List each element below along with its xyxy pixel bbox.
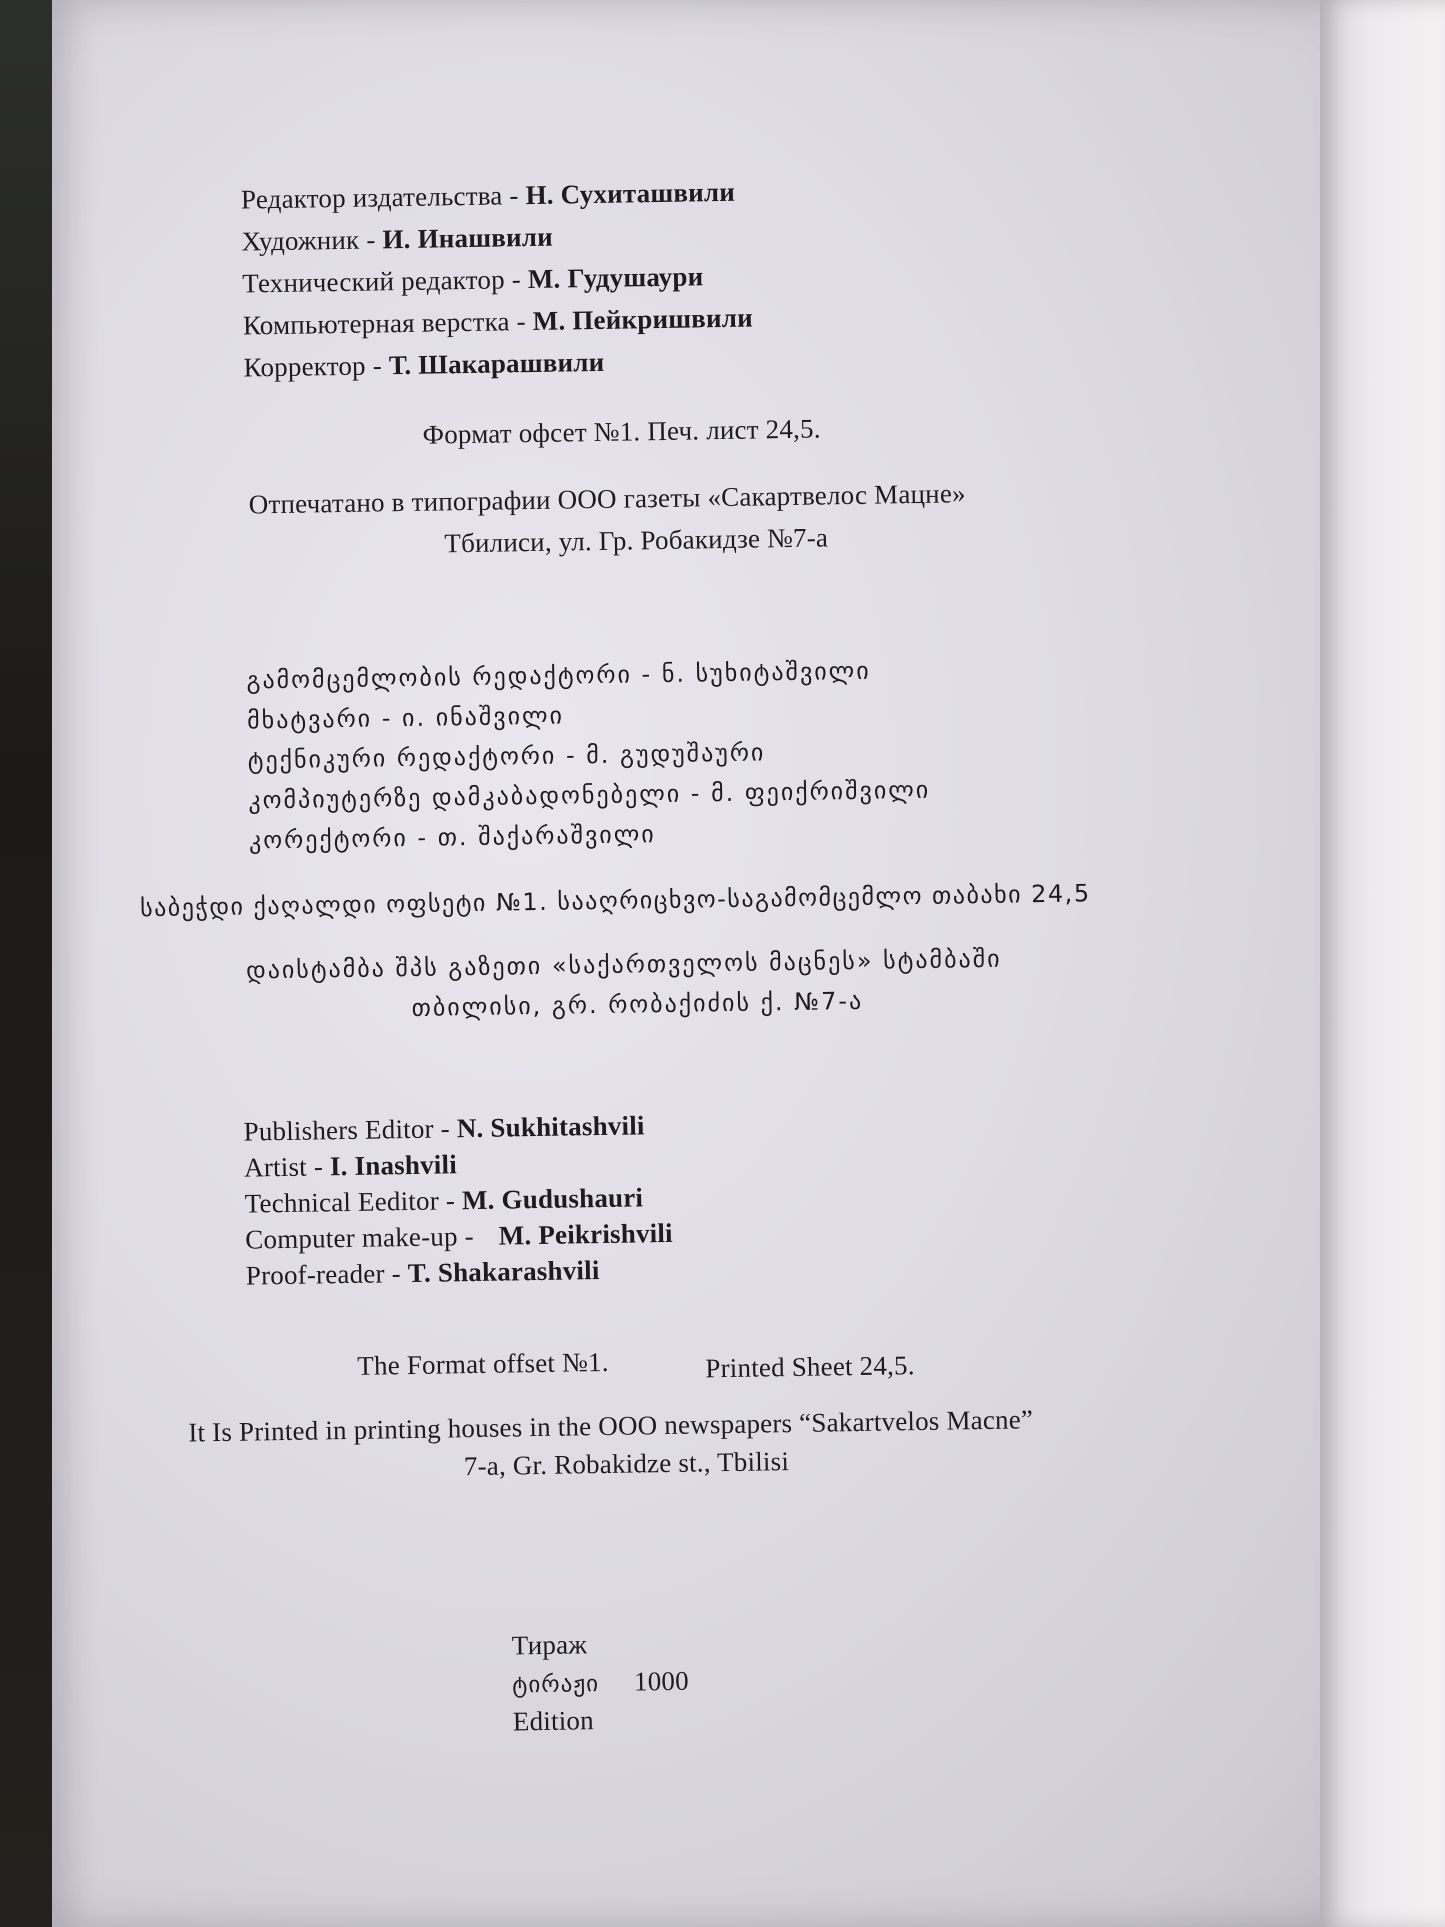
ru-credit-publisher-editor (241, 178, 735, 215)
en-printed-line2: 7-a, Gr. Robakidze st., Tbilisi (463, 1446, 790, 1482)
ru-role: Корректор - (243, 350, 383, 383)
edition-label-ru: Тираж (511, 1629, 588, 1661)
en-role: Publishers Editor - (243, 1113, 451, 1147)
ru-printed-line1: Отпечатано в типографии ООО газеты «Сакартвелос Мацне» (248, 478, 966, 520)
en-name: I. Inashvili (329, 1149, 458, 1182)
en-credit-layout (245, 1219, 673, 1255)
ka-credit-publisher-editor: გამომცემლობის რედაქტორი - ნ. სუხიტაშვილი (246, 656, 871, 695)
ru-credit-artist (241, 223, 553, 258)
en-role: Computer make-up - (245, 1221, 475, 1255)
en-name: M. Peikrishvili (498, 1217, 673, 1251)
edition-label-ka: ტირაჟი (512, 1671, 600, 1699)
ka-format: საბეჭდი ქაღალდი ოფსეტი №1. სააღრიცხვო-საგამომცემლო თაბახი 24,5 (139, 879, 1091, 923)
ru-credit-technical-editor (242, 262, 704, 299)
ru-name: М. Гудушаури (527, 261, 704, 295)
ru-name: Н. Сухиташвили (525, 176, 736, 211)
en-name: M. Gudushauri (461, 1182, 644, 1216)
ru-name: М. Пейкришвили (532, 302, 754, 336)
ru-name: И. Инашвили (382, 221, 554, 255)
ru-credit-proofreader (243, 348, 604, 383)
en-credit-publisher-editor (243, 1111, 644, 1147)
ru-name: Т. Шакарашвили (388, 346, 605, 381)
en-name: T. Shakarashvili (407, 1255, 600, 1289)
ru-role: Компьютерная верстка - (242, 306, 527, 341)
ka-credit-proofreader: კორექტორი - თ. შაქარაშვილი (248, 820, 656, 855)
edition-label-en: Edition (512, 1705, 595, 1737)
en-printed-line1: It Is Printed in printing houses in the OOO newspapers “Sakartvelos Macne” (188, 1404, 1034, 1448)
ru-credit-layout (243, 304, 753, 342)
en-printed-sheet: Printed Sheet 24,5. (705, 1350, 915, 1384)
en-credit-proofreader (246, 1256, 600, 1291)
ka-credit-layout: კომპიუტერზე დამკაბადონებელი - მ. ფეიქრიშვილი (248, 775, 931, 815)
ka-credit-technical-editor: ტექნიკური რედაქტორი - მ. გუდუშაური (247, 738, 766, 775)
en-credit-technical-editor (245, 1183, 644, 1219)
ru-role: Редактор издательства - (240, 180, 519, 215)
ka-printed-line2: თბილისი, გრ. რობაქიძის ქ. №7-ა (411, 986, 864, 1022)
en-role: Artist - (243, 1151, 324, 1183)
ru-printed-line2: Тбилиси, ул. Гр. Робакидзе №7-а (444, 522, 829, 559)
en-role: Technical Eeditor - (244, 1185, 456, 1219)
en-role: Proof-reader - (245, 1258, 402, 1291)
en-name: N. Sukhitashvili (456, 1110, 645, 1144)
ru-role: Технический редактор - (242, 264, 522, 299)
edition-row (512, 1667, 689, 1699)
en-credit-artist (244, 1150, 457, 1183)
en-format: The Format offset №1. (357, 1346, 609, 1381)
edition-count: 1000 (633, 1665, 690, 1697)
ka-printed-line1: დაისტამბა შპს გაზეთი «საქართველოს მაცნეს» სტამბაში (245, 944, 1002, 985)
ru-format: Формат офсет №1. Печ. лист 24,5. (422, 413, 821, 450)
ru-role: Художник - (241, 224, 376, 257)
ka-credit-artist: მხატვარი - ი. ინაშვილი (246, 701, 565, 735)
